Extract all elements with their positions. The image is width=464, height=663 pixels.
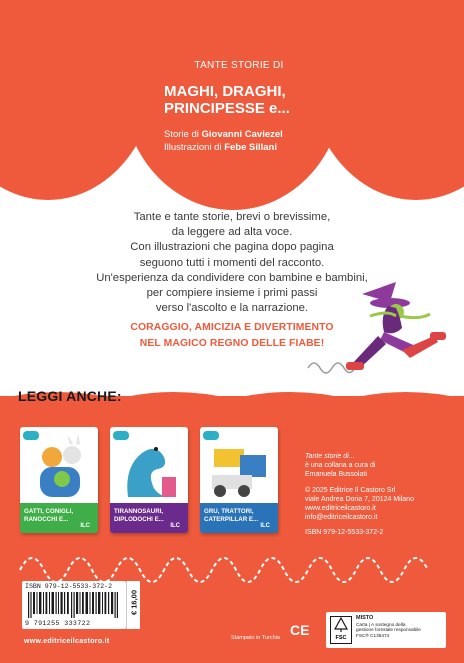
tagline-line: NEL MAGICO REGNO DELLE FIABE! [139,338,325,349]
book-title [164,83,314,117]
tagline-line: CORAGGIO, AMICIZIA E DIVERTIMENTO [130,322,334,333]
blurb-line: Tante e tante storie, brevi o brevissime, [133,211,331,223]
scallop-circle-right [306,0,464,200]
printed-in: Stampato in Turchia [231,635,280,641]
barcode-isbn: ISBN 979-12-5533-372-2 [25,583,113,590]
blurb-line: Con illustrazioni che pagina dopo pagina [130,241,334,254]
castoro-logo-icon: ILC [260,523,270,529]
blurb-line: verso l'ascolto e la narrazione. [155,302,309,315]
book-title: GRU, TRATTORI, CATERPILLAR E... [204,508,259,523]
footer-website: www.editriceilcastoro.it [24,638,110,645]
barcode-bars [28,592,118,618]
colophon-copyright: © 2025 Editrice Il Castoro Srl [305,486,396,494]
fsc-code: FSC® C135474 [356,632,390,638]
colophon-series-title: Tante storie di... [305,453,355,460]
series-title: TANTE STORIE DI [194,60,284,71]
colophon-series-note: è una collana a cura di [305,462,376,470]
book-title-line: PRINCIPESSE e... [164,100,290,117]
colophon-address: viale Andrea Doria 7, 20124 Milano [305,495,414,503]
book-series-badge [23,431,39,440]
blurb-line: per compiere insieme i primi passi [146,287,318,300]
colophon-isbn: ISBN 979-12-5533-372-2 [305,529,384,537]
book-title: GATTI, CONIGLI, RANOCCHI E... [24,508,74,523]
fsc-line: gestione forestale responsabile [356,627,421,633]
colophon-website: www.editriceilcastoro.it [305,505,376,513]
book-title: TIRANNOSAURI, DIPLODOCHI E... [114,508,164,523]
fsc-logo-text: FSC [335,635,347,641]
fsc-label [326,612,446,648]
book-series-badge [203,431,219,440]
also-read-book-1 [20,427,98,533]
colophon-email: info@editriceilcastoro.it [305,514,378,522]
witch-illustration [300,276,460,396]
barcode [22,581,126,629]
price-box [126,581,140,629]
illustrator-name: Febe Sillani [224,142,277,153]
illustrator-prefix: Illustrazioni di [164,142,222,153]
also-read-heading: LEGGI ANCHE: [18,388,122,404]
fsc-tree-icon [330,616,352,644]
also-read-book-3 [200,427,278,533]
also-read-book-2 [110,427,188,533]
fsc-title: MISTO [356,615,374,621]
book-series-badge [113,431,129,440]
author-prefix: Storie di [164,129,199,140]
ce-mark-icon: CE [290,622,310,638]
castoro-logo-icon: ILC [80,523,90,529]
colophon-curator: Emanuela Bussolati [305,471,367,479]
fsc-text [356,615,444,638]
book-title-line: MAGHI, DRAGHI, [164,83,286,100]
castoro-logo-icon: ILC [170,523,180,529]
price: € 16,00 [129,589,139,616]
colophon [305,452,455,538]
fsc-line: Carta | A sostegno della [356,621,406,627]
credits [164,128,314,154]
blurb-line: da leggere ad alta voce. [171,226,293,239]
blurb-line: seguono tutti i momenti del racconto. [139,256,325,269]
barcode-number: 9 791255 333722 [25,620,91,627]
title-block [164,60,314,154]
blurb-line: Un'esperienza da condividere con bambine e bambini, [96,271,368,284]
author-name: Giovanni Caviezel [201,129,283,140]
